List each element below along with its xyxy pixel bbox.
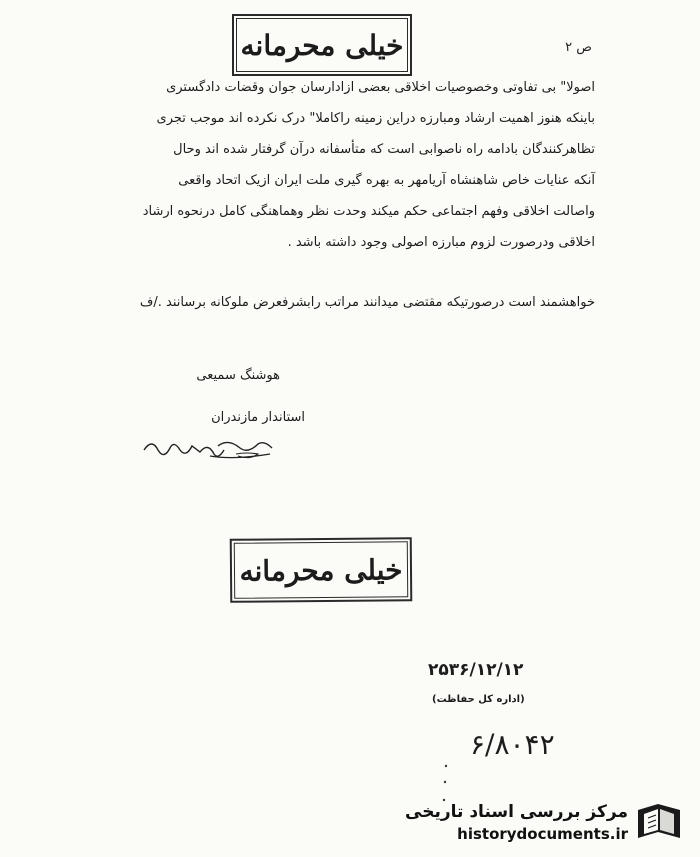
- archive-watermark: [388, 798, 688, 848]
- watermark-title: مرکز بررسی اسناد تاریخی: [405, 802, 628, 822]
- watermark-url[interactable]: historydocuments.ir: [457, 825, 628, 843]
- file-number: ۶/۸۰۴۲: [470, 728, 555, 761]
- body-line: اخلاقی ودرصورت لزوم مبارزه اصولی وجود داشته باشد .: [287, 235, 595, 250]
- body-line: آنکه عنایات خاص شاهنشاه آریامهر به بهره گیری ملت ایران ازیک اتحاد واقعی: [178, 173, 595, 188]
- registry-date-number: ۲۵۳۶/۱۲/۱۲: [428, 660, 524, 680]
- letter-body: [35, 72, 595, 258]
- confidential-stamp-bottom: [230, 537, 413, 603]
- handwritten-signature: [140, 428, 280, 464]
- body-line: تظاهرکنندگان بادامه راه ناصوابی است که متأسفانه درآن گرفتار شده اند وحال: [173, 142, 595, 157]
- page-number: ص ۲: [565, 40, 592, 55]
- confidential-stamp-top: [232, 14, 412, 76]
- body-line: اصولا" بی تفاوتی وخصوصیات اخلاقی بعضی ازادارسان جوان وقضات دادگستری: [166, 80, 595, 95]
- signer-name: هوشنگ سمیعی: [196, 368, 280, 383]
- registry-office-label: (اداره کل حفاظت): [432, 694, 525, 705]
- confidential-stamp-text: خیلی محرمانه: [236, 18, 408, 72]
- book-logo-icon: [634, 800, 684, 844]
- signer-title: استاندار مازندران: [211, 410, 305, 425]
- body-line: واصالت اخلاقی وفهم اجتماعی حکم میکند وحدت نظر وهماهنگی کامل درنحوه ارشاد: [142, 204, 595, 219]
- body-line: باینکه هنوز اهمیت ارشاد ومبارزه دراین زمینه راکاملا" درک نکرده اند موجب تجری: [156, 111, 595, 126]
- confidential-stamp-text: خیلی محرمانه: [234, 541, 408, 599]
- closing-request: خواهشمند است درصورتیکه مقتضی میدانند مراتب رابشرفعرض ملوکانه برسانند ./ف: [139, 295, 595, 310]
